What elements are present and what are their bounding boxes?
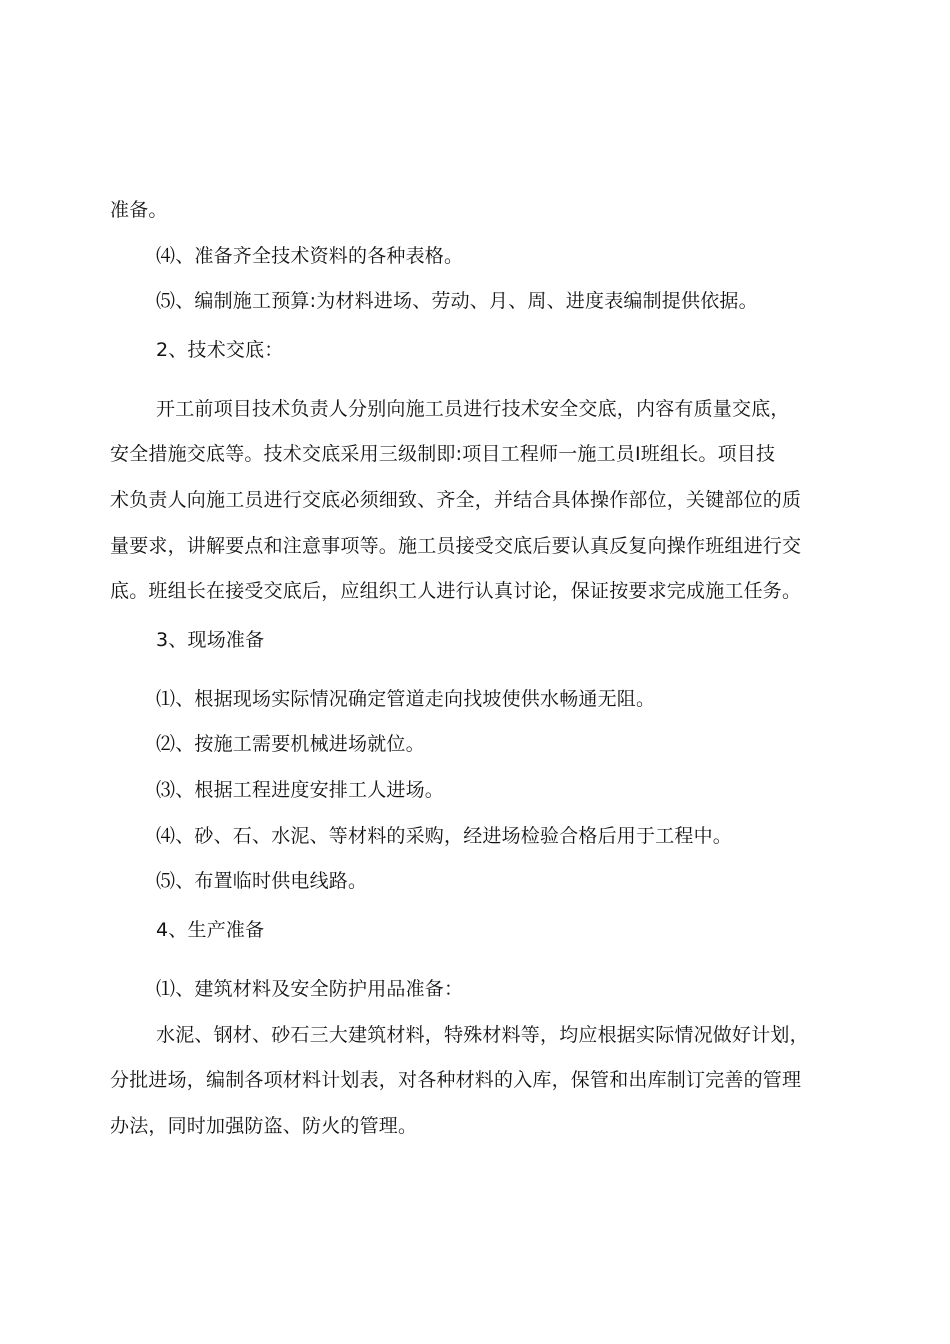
list-item-2: ⑵、按施工需要机械进场就位。 [156, 733, 425, 755]
list-item-3: ⑶、根据工程进度安排工人进场。 [156, 779, 445, 801]
list-item-4: ⑷、准备齐全技术资料的各种表格。 [156, 245, 464, 267]
paragraph-continuation: 准备。 [110, 199, 168, 221]
section-heading-2: 2、技术交底： [156, 339, 284, 361]
paragraph-line: 术负责人向施工员进行交底必须细致、齐全，并结合具体操作部位，关键部位的质 [110, 489, 802, 511]
section-heading-3: 3、现场准备 [156, 629, 265, 651]
paragraph-line: 量要求，讲解要点和注意事项等。施工员接受交底后要认真反复向操作班组进行交 [110, 535, 802, 557]
list-item-4: ⑷、砂、石、水泥、等材料的采购，经进场检验合格后用于工程中。 [156, 825, 733, 847]
paragraph-line: 办法，同时加强防盗、防火的管理。 [110, 1115, 418, 1137]
list-item-1: ⑴、根据现场实际情况确定管道走向找坡使供水畅通无阻。 [156, 688, 656, 710]
paragraph-line: 底。班组长在接受交底后，应组织工人进行认真讨论，保证按要求完成施工任务。 [110, 580, 802, 602]
list-item-5: ⑸、布置临时供电线路。 [156, 870, 368, 892]
paragraph-line: 开工前项目技术负责人分别向施工员进行技术安全交底，内容有质量交底， [156, 398, 790, 420]
paragraph-line: 水泥、钢材、砂石三大建筑材料，特殊材料等，均应根据实际情况做好计划， [156, 1024, 809, 1046]
paragraph-line: 安全措施交底等。技术交底采用三级制即:项目工程师一施工员Ⅰ班组长。项目技 [110, 443, 776, 465]
paragraph-line: 分批进场，编制各项材料计划表，对各种材料的入库，保管和出库制订完善的管理 [110, 1069, 802, 1091]
list-item-5: ⑸、编制施工预算:为材料进场、劳动、月、周、进度表编制提供依据。 [156, 290, 758, 312]
list-item-1: ⑴、建筑材料及安全防护用品准备： [156, 978, 464, 1000]
section-heading-4: 4、生产准备 [156, 919, 265, 941]
